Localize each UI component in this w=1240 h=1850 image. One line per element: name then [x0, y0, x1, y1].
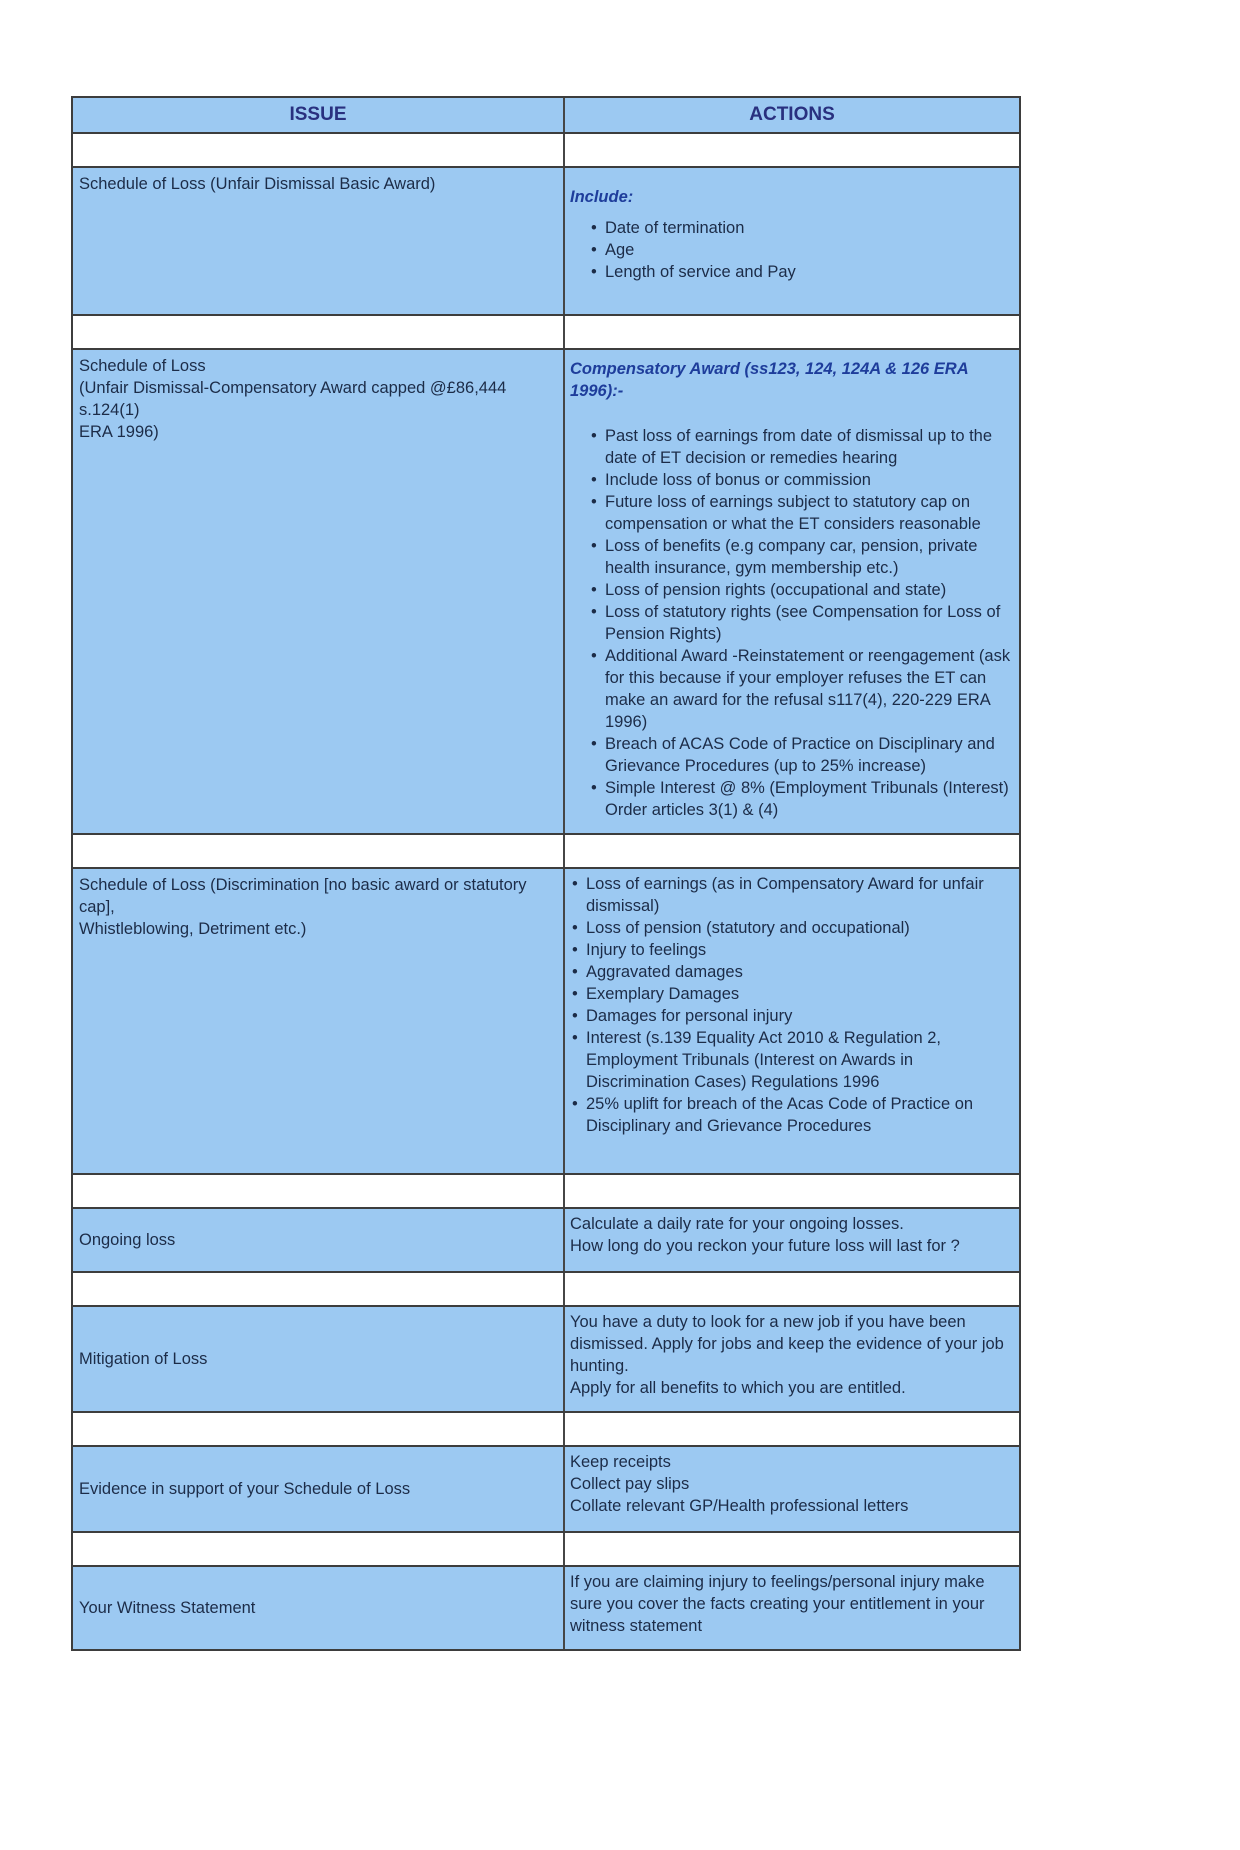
actions-paragraph: Calculate a daily rate for your ongoing losses. [570, 1215, 904, 1233]
spacer-cell [565, 134, 1019, 166]
bullet-icon: • [572, 919, 578, 937]
bullet-item [591, 261, 1011, 283]
bullet-item [591, 579, 1011, 601]
issue-line: Evidence in support of your Schedule of Loss [79, 1479, 411, 1498]
actions-cell [565, 1209, 1019, 1271]
bullet-item [572, 917, 1011, 939]
issue-line: Schedule of Loss (Unfair Dismissal Basic Award) [79, 175, 436, 193]
bullet-icon: • [591, 581, 597, 599]
bullet-item [572, 939, 1011, 961]
spacer-row [73, 134, 1019, 168]
bullet-text: Past loss of earnings from date of dismissal up to the date of ET decision or remedies hearing [605, 427, 993, 467]
bullet-item [591, 491, 1011, 535]
bullet-icon: • [591, 735, 597, 753]
bullet-list [570, 873, 1011, 1137]
bullet-icon: • [591, 219, 597, 237]
spacer-cell [73, 1413, 565, 1445]
spacer-row [73, 835, 1019, 869]
spacer-cell [73, 316, 565, 348]
bullet-item [591, 733, 1011, 777]
issue-text [79, 1597, 255, 1619]
column-header-issue: ISSUE [73, 98, 565, 132]
bullet-text: Loss of pension (statutory and occupational) [586, 919, 910, 937]
bullet-text: Loss of earnings (as in Compensatory Award for unfair dismissal) [586, 875, 984, 915]
bullet-item [591, 535, 1011, 579]
bullet-icon: • [591, 263, 597, 281]
issue-cell [73, 1307, 565, 1411]
spacer-cell [565, 1175, 1019, 1207]
actions-cell [565, 168, 1019, 314]
column-header-actions: ACTIONS [565, 98, 1019, 132]
actions-paragraph: Collect pay slips [570, 1475, 690, 1493]
spacer-cell [565, 316, 1019, 348]
bullet-text: Future loss of earnings subject to statutory cap on compensation or what the ET considers reasonable [605, 493, 981, 533]
bullet-text: Loss of pension rights (occupational and state) [605, 581, 947, 599]
actions-heading: Include: [570, 188, 634, 206]
actions-paragraph: If you are claiming injury to feelings/personal injury make sure you cover the facts creating your entitlement in your witness statement [570, 1573, 985, 1635]
issue-line: (Unfair Dismissal-Compensatory Award capped @£86,444 s.124(1) [79, 379, 507, 419]
spacer-cell [73, 1273, 565, 1305]
issue-line: Schedule of Loss [79, 357, 206, 375]
spacer-row [73, 1273, 1019, 1307]
actions-cell [565, 1307, 1019, 1411]
actions-paragraph: Collate relevant GP/Health professional letters [570, 1497, 909, 1515]
spacer-cell [565, 1533, 1019, 1565]
bullet-text: Additional Award -Reinstatement or reengagement (ask for this because if your employer refuses the ET can make an award for the refusal s117(4), 220-229 ERA 1996) [605, 647, 1011, 731]
issue-text [79, 1478, 410, 1500]
bullet-icon: • [572, 1029, 578, 1047]
bullet-item [591, 239, 1011, 261]
bullet-item [591, 217, 1011, 239]
bullet-icon: • [591, 471, 597, 489]
bullet-item [572, 873, 1011, 917]
bullet-list [570, 425, 1011, 821]
issue-cell [73, 1567, 565, 1649]
table-row [73, 350, 1019, 835]
bullet-item [591, 601, 1011, 645]
actions-paragraph: Keep receipts [570, 1453, 671, 1471]
spacer-row [73, 1413, 1019, 1447]
spacer-cell [565, 1273, 1019, 1305]
bullet-item [572, 1093, 1011, 1137]
actions-paragraph: How long do you reckon your future loss will last for ? [570, 1237, 960, 1255]
issue-cell [73, 1209, 565, 1271]
bullet-icon: • [591, 493, 597, 511]
bullet-icon: • [572, 875, 578, 893]
bullet-text: Loss of statutory rights (see Compensation for Loss of Pension Rights) [605, 603, 1001, 643]
bullet-text: 25% uplift for breach of the Acas Code of Practice on Disciplinary and Grievance Procedures [586, 1095, 974, 1135]
bullet-text: Breach of ACAS Code of Practice on Disciplinary and Grievance Procedures (up to 25% increase) [605, 735, 995, 775]
issue-cell [73, 1447, 565, 1531]
issue-text [79, 1348, 207, 1370]
spacer-cell [565, 835, 1019, 867]
issue-text [79, 173, 555, 195]
actions-heading: Compensatory Award (ss123, 124, 124A & 126 ERA 1996):- [570, 360, 969, 400]
actions-paragraph: You have a duty to look for a new job if you have been dismissed. Apply for jobs and keep the evidence of your job hunting. [570, 1313, 1004, 1375]
bullet-list [570, 217, 1011, 283]
actions-paragraph: Apply for all benefits to which you are entitled. [570, 1379, 906, 1397]
spacer-row [73, 1533, 1019, 1567]
bullet-item [591, 645, 1011, 733]
bullet-item [572, 1027, 1011, 1093]
bullet-icon: • [572, 963, 578, 981]
issue-text [79, 1229, 175, 1251]
bullet-icon: • [591, 647, 597, 665]
bullet-item [572, 1005, 1011, 1027]
table-row [73, 869, 1019, 1175]
bullet-icon: • [591, 537, 597, 555]
issue-text [79, 355, 555, 443]
issue-cell [73, 350, 565, 833]
table-row [73, 1567, 1019, 1649]
bullet-item [572, 961, 1011, 983]
bullet-text: Aggravated damages [586, 963, 743, 981]
bullet-item [591, 425, 1011, 469]
bullet-icon: • [572, 1007, 578, 1025]
bullet-icon: • [591, 241, 597, 259]
issues-actions-table [71, 96, 1021, 1651]
bullet-text: Damages for personal injury [586, 1007, 793, 1025]
table-row [73, 1209, 1019, 1273]
issue-line: Ongoing loss [79, 1230, 176, 1249]
bullet-icon: • [572, 1095, 578, 1113]
table-row [73, 168, 1019, 316]
bullet-text: Loss of benefits (e.g company car, pension, private health insurance, gym membership etc.) [605, 537, 978, 577]
issue-line: ERA 1996) [79, 423, 159, 441]
bullet-icon: • [591, 427, 597, 445]
issue-cell [73, 869, 565, 1173]
table-row [73, 1307, 1019, 1413]
actions-cell [565, 869, 1019, 1173]
bullet-item [591, 777, 1011, 821]
spacer-cell [565, 1413, 1019, 1445]
bullet-text: Simple Interest @ 8% (Employment Tribunals (Interest) Order articles 3(1) & (4) [605, 779, 1009, 819]
bullet-text: Include loss of bonus or commission [605, 471, 871, 489]
bullet-item [572, 983, 1011, 1005]
spacer-cell [73, 835, 565, 867]
bullet-text: Interest (s.139 Equality Act 2010 & Regulation 2, Employment Tribunals (Interest on Awards in Discrimination Cases) Regulations 1996 [586, 1029, 941, 1091]
actions-cell [565, 1567, 1019, 1649]
table-header-row [73, 98, 1019, 134]
issue-line: Mitigation of Loss [79, 1349, 208, 1368]
bullet-text: Age [605, 241, 635, 259]
bullet-text: Injury to feelings [586, 941, 707, 959]
bullet-icon: • [591, 603, 597, 621]
bullet-icon: • [572, 941, 578, 959]
bullet-text: Date of termination [605, 219, 745, 237]
issue-text [79, 874, 555, 940]
issue-line: Schedule of Loss (Discrimination [no basic award or statutory cap], [79, 876, 527, 916]
table-row [73, 1447, 1019, 1533]
actions-cell [565, 1447, 1019, 1531]
bullet-icon: • [572, 985, 578, 1003]
spacer-row [73, 1175, 1019, 1209]
spacer-cell [73, 1175, 565, 1207]
issue-cell [73, 168, 565, 314]
bullet-item [591, 469, 1011, 491]
spacer-row [73, 316, 1019, 350]
issue-line: Your Witness Statement [79, 1598, 256, 1617]
spacer-cell [73, 134, 565, 166]
actions-cell [565, 350, 1019, 833]
issue-line: Whistleblowing, Detriment etc.) [79, 920, 307, 938]
spacer-cell [73, 1533, 565, 1565]
bullet-text: Exemplary Damages [586, 985, 740, 1003]
bullet-text: Length of service and Pay [605, 263, 796, 281]
bullet-icon: • [591, 779, 597, 797]
